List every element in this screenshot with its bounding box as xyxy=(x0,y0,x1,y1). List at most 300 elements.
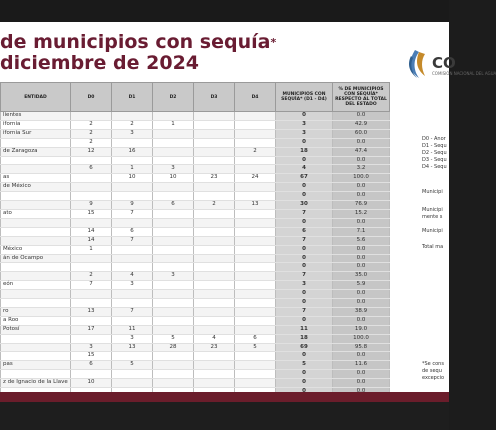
table-cell xyxy=(71,192,112,201)
table-cell xyxy=(235,129,276,138)
indicator-2-label-2: mente s xyxy=(422,214,443,220)
table-cell: 0.0 xyxy=(333,379,390,388)
table-cell xyxy=(71,334,112,343)
table-cell: 5 xyxy=(235,343,276,352)
table-cell: 0 xyxy=(276,112,333,121)
table-cell xyxy=(194,112,235,121)
table-cell xyxy=(194,147,235,156)
table-cell: 16 xyxy=(112,147,153,156)
table-row xyxy=(1,120,390,129)
table-cell: ro xyxy=(1,307,71,316)
table-row xyxy=(1,174,390,183)
table-row xyxy=(1,165,390,174)
table-row xyxy=(1,254,390,263)
table-row xyxy=(1,334,390,343)
column-header: D4 xyxy=(235,83,276,112)
table-cell: a Roo xyxy=(1,316,71,325)
table-cell xyxy=(194,361,235,370)
table-cell: as xyxy=(1,174,71,183)
table-cell: 7 xyxy=(276,236,333,245)
table-cell xyxy=(112,183,153,192)
table-cell xyxy=(194,120,235,129)
table-cell: 42.9 xyxy=(333,120,390,129)
table-cell xyxy=(235,370,276,379)
table-cell xyxy=(1,334,71,343)
table-cell: 3 xyxy=(71,343,112,352)
table-cell: 76.9 xyxy=(333,201,390,210)
table-cell: ifornia Sur xyxy=(1,129,71,138)
table-cell: 10 xyxy=(153,174,194,183)
slide-title xyxy=(0,32,276,74)
table-cell xyxy=(1,218,71,227)
table-cell: 17 xyxy=(71,325,112,334)
table-cell: 18 xyxy=(276,147,333,156)
table-cell: 0 xyxy=(276,138,333,147)
table-cell xyxy=(194,165,235,174)
table-cell: 1 xyxy=(112,165,153,174)
footnote-line-1: *Se cons xyxy=(422,361,444,367)
table-row xyxy=(1,343,390,352)
table-cell xyxy=(194,254,235,263)
table-cell xyxy=(194,192,235,201)
table-cell: 3 xyxy=(112,334,153,343)
table-cell: 2 xyxy=(235,147,276,156)
table-row xyxy=(1,352,390,361)
table-cell: 0 xyxy=(276,192,333,201)
table-cell: de Zaragoza xyxy=(1,147,71,156)
table-cell: 11.6 xyxy=(333,361,390,370)
table-cell xyxy=(194,272,235,281)
indicator-4 xyxy=(422,244,443,251)
table-cell xyxy=(194,281,235,290)
table-cell xyxy=(235,325,276,334)
table-cell xyxy=(71,316,112,325)
table-cell: pas xyxy=(1,361,71,370)
table-cell: 0.0 xyxy=(333,112,390,121)
table-cell: 5.6 xyxy=(333,236,390,245)
table-cell: 7 xyxy=(112,236,153,245)
table-cell: 0 xyxy=(276,352,333,361)
table-cell xyxy=(194,325,235,334)
table-cell xyxy=(153,218,194,227)
table-cell xyxy=(112,112,153,121)
table-cell xyxy=(153,263,194,272)
table-cell: 7 xyxy=(71,281,112,290)
table-cell: 2 xyxy=(71,138,112,147)
table-cell xyxy=(71,254,112,263)
table-cell: 28 xyxy=(153,343,194,352)
table-cell: 6 xyxy=(71,165,112,174)
table-cell: 0.0 xyxy=(333,263,390,272)
table-cell: ifornia xyxy=(1,120,71,129)
table-cell xyxy=(194,218,235,227)
table-cell xyxy=(235,254,276,263)
title-line1: de municipios con sequía xyxy=(0,31,271,53)
table-cell xyxy=(153,129,194,138)
top-bar xyxy=(0,0,449,22)
table-cell: 0.0 xyxy=(333,138,390,147)
table-cell: 0 xyxy=(276,245,333,254)
table-row xyxy=(1,209,390,218)
table-cell: 23 xyxy=(194,174,235,183)
table-cell xyxy=(112,299,153,308)
table-cell xyxy=(194,263,235,272)
table-cell: 6 xyxy=(112,227,153,236)
table-cell: 4 xyxy=(276,165,333,174)
table-cell xyxy=(153,192,194,201)
table-cell: 3 xyxy=(153,165,194,174)
column-header: ENTIDAD xyxy=(1,83,71,112)
table-cell: 0.0 xyxy=(333,245,390,254)
table-cell: de México xyxy=(1,183,71,192)
table-cell xyxy=(194,138,235,147)
table-cell xyxy=(1,201,71,210)
title-asterisk: * xyxy=(270,36,277,49)
column-header: % DE MUNICIPIOS CON SEQUÍA* RESPECTO AL TOTAL DEL ESTADO xyxy=(333,83,390,112)
table-cell xyxy=(1,299,71,308)
legend-item: D3 - Sequ xyxy=(422,157,447,163)
table-body xyxy=(1,112,390,415)
table-row xyxy=(1,263,390,272)
table-cell: 3 xyxy=(153,272,194,281)
table-cell xyxy=(1,343,71,352)
table-cell: 14 xyxy=(71,236,112,245)
table-row xyxy=(1,112,390,121)
table-cell xyxy=(112,352,153,361)
table-cell: 3 xyxy=(276,281,333,290)
table-cell: 6 xyxy=(153,201,194,210)
drought-table xyxy=(0,82,390,415)
table-cell xyxy=(235,272,276,281)
indicator-2-label: Municipi xyxy=(422,207,443,213)
table-cell xyxy=(194,316,235,325)
table-cell xyxy=(1,263,71,272)
table-cell xyxy=(235,120,276,129)
table-cell: 13 xyxy=(235,201,276,210)
table-cell xyxy=(71,263,112,272)
table-cell xyxy=(194,156,235,165)
table-cell xyxy=(235,209,276,218)
table-cell xyxy=(153,307,194,316)
maroon-band xyxy=(0,392,449,402)
table-cell xyxy=(1,236,71,245)
table-cell xyxy=(194,245,235,254)
table-cell: 0.0 xyxy=(333,192,390,201)
table-cell: 1 xyxy=(153,120,194,129)
table-cell: 9 xyxy=(112,201,153,210)
table-row xyxy=(1,227,390,236)
table-cell xyxy=(112,245,153,254)
table-cell: 2 xyxy=(71,120,112,129)
table-cell xyxy=(71,370,112,379)
table-row xyxy=(1,201,390,210)
table-cell xyxy=(235,227,276,236)
table-cell: 4 xyxy=(194,334,235,343)
table-cell xyxy=(1,138,71,147)
table-cell xyxy=(112,218,153,227)
table-cell: 0 xyxy=(276,254,333,263)
table-cell xyxy=(153,209,194,218)
table-cell xyxy=(153,183,194,192)
table-cell xyxy=(71,156,112,165)
table-cell xyxy=(235,379,276,388)
table-cell xyxy=(112,379,153,388)
table-cell: 0.0 xyxy=(333,316,390,325)
table-cell xyxy=(235,307,276,316)
table-cell: 0 xyxy=(276,218,333,227)
table-row xyxy=(1,361,390,370)
table-cell: 69 xyxy=(276,343,333,352)
table-cell xyxy=(153,147,194,156)
table-row xyxy=(1,316,390,325)
table-cell: 0.0 xyxy=(333,370,390,379)
column-header: D0 xyxy=(71,83,112,112)
table-cell xyxy=(235,192,276,201)
table-row xyxy=(1,272,390,281)
table-cell: 14 xyxy=(71,227,112,236)
table-cell: 7 xyxy=(276,307,333,316)
table-cell xyxy=(194,209,235,218)
table-cell: 19.0 xyxy=(333,325,390,334)
indicator-1 xyxy=(422,189,443,196)
table-cell xyxy=(235,138,276,147)
table-cell xyxy=(1,370,71,379)
table-cell: lientes xyxy=(1,112,71,121)
table-cell xyxy=(153,299,194,308)
table-cell xyxy=(153,370,194,379)
legend-item: D1 - Sequ xyxy=(422,143,447,149)
table-cell xyxy=(153,290,194,299)
table-cell: 38.9 xyxy=(333,307,390,316)
table-cell xyxy=(1,290,71,299)
table-cell xyxy=(153,112,194,121)
table-cell xyxy=(1,227,71,236)
table-cell: 0 xyxy=(276,299,333,308)
table-cell xyxy=(235,299,276,308)
table-cell xyxy=(235,218,276,227)
table-row xyxy=(1,281,390,290)
table-cell xyxy=(71,174,112,183)
table-cell xyxy=(194,299,235,308)
table-row xyxy=(1,218,390,227)
table-cell: 13 xyxy=(112,343,153,352)
table-cell: 0 xyxy=(276,370,333,379)
table-cell xyxy=(235,245,276,254)
table-cell: 7 xyxy=(276,209,333,218)
table-cell xyxy=(153,236,194,245)
table-cell: 15.2 xyxy=(333,209,390,218)
table-cell: 10 xyxy=(71,379,112,388)
table-cell: 60.0 xyxy=(333,129,390,138)
table-cell: 0 xyxy=(276,379,333,388)
table-cell xyxy=(112,254,153,263)
table-row xyxy=(1,379,390,388)
table-cell xyxy=(71,290,112,299)
table-cell xyxy=(235,156,276,165)
table-cell: 0.0 xyxy=(333,352,390,361)
slide xyxy=(0,22,496,392)
table-cell: 2 xyxy=(194,201,235,210)
table-cell xyxy=(194,379,235,388)
table-cell: 15 xyxy=(71,352,112,361)
table-cell: 23 xyxy=(194,343,235,352)
table-cell xyxy=(1,165,71,174)
table-cell: México xyxy=(1,245,71,254)
table-cell: 2 xyxy=(71,272,112,281)
column-header: MUNICIPIOS CON SEQUÍA* (D1 - D4) xyxy=(276,83,333,112)
table-cell xyxy=(112,192,153,201)
table-cell: 5 xyxy=(153,334,194,343)
footnote-line-2: de sequ xyxy=(422,368,442,374)
table-row xyxy=(1,147,390,156)
table-cell xyxy=(235,236,276,245)
table-cell xyxy=(194,307,235,316)
table-cell: 5.9 xyxy=(333,281,390,290)
table-cell: 2 xyxy=(112,120,153,129)
table-cell xyxy=(153,379,194,388)
table-cell xyxy=(194,352,235,361)
table-cell xyxy=(153,281,194,290)
table-cell: 6 xyxy=(276,227,333,236)
table-row xyxy=(1,138,390,147)
table-cell: 0.0 xyxy=(333,290,390,299)
table-cell xyxy=(235,281,276,290)
table-cell xyxy=(71,112,112,121)
table-cell: 4 xyxy=(112,272,153,281)
table-cell: 6 xyxy=(71,361,112,370)
table-cell xyxy=(71,299,112,308)
table-cell: 0 xyxy=(276,316,333,325)
table-cell: 3 xyxy=(276,129,333,138)
indicator-2 xyxy=(422,207,443,221)
table-cell: 6 xyxy=(235,334,276,343)
table-cell xyxy=(112,316,153,325)
table-cell: 24 xyxy=(235,174,276,183)
table-cell: 100.0 xyxy=(333,174,390,183)
table-cell: 3 xyxy=(276,120,333,129)
table-row xyxy=(1,307,390,316)
table-cell xyxy=(112,156,153,165)
table-cell xyxy=(153,156,194,165)
table-cell: 7 xyxy=(112,209,153,218)
table-cell: án de Ocampo xyxy=(1,254,71,263)
table-cell: 47.4 xyxy=(333,147,390,156)
column-header: D3 xyxy=(194,83,235,112)
table-cell: ato xyxy=(1,209,71,218)
indicator-3-label: Municipi xyxy=(422,228,443,234)
table-cell xyxy=(1,192,71,201)
table-cell: 0 xyxy=(276,263,333,272)
table-cell xyxy=(1,352,71,361)
table-cell: 7.1 xyxy=(333,227,390,236)
table-cell: 15 xyxy=(71,209,112,218)
footnote xyxy=(422,361,444,382)
table-cell: 5 xyxy=(112,361,153,370)
table-row xyxy=(1,236,390,245)
table-cell xyxy=(194,370,235,379)
table-cell xyxy=(112,263,153,272)
table-cell: 1 xyxy=(71,245,112,254)
table-cell xyxy=(112,370,153,379)
table-cell xyxy=(153,316,194,325)
indicator-1-label: Municipi xyxy=(422,189,443,195)
table-cell: 35.0 xyxy=(333,272,390,281)
table-row xyxy=(1,156,390,165)
table-cell xyxy=(194,183,235,192)
legend-item: D4 - Sequ xyxy=(422,164,447,170)
table-cell xyxy=(194,290,235,299)
table-cell: 11 xyxy=(276,325,333,334)
legend-item: D0 - Anor xyxy=(422,136,446,142)
table-cell xyxy=(153,254,194,263)
table-cell: 95.8 xyxy=(333,343,390,352)
table-row xyxy=(1,290,390,299)
table-cell xyxy=(153,227,194,236)
table-cell xyxy=(194,129,235,138)
table-cell: 0.0 xyxy=(333,156,390,165)
table-cell: 0 xyxy=(276,290,333,299)
table-cell xyxy=(235,183,276,192)
table-cell xyxy=(153,245,194,254)
table-cell: 30 xyxy=(276,201,333,210)
table-cell: eón xyxy=(1,281,71,290)
table-cell: 11 xyxy=(112,325,153,334)
table-row xyxy=(1,183,390,192)
table-row xyxy=(1,192,390,201)
table-row xyxy=(1,370,390,379)
table-cell xyxy=(153,325,194,334)
table-cell xyxy=(71,218,112,227)
table-cell xyxy=(194,227,235,236)
table-cell xyxy=(1,156,71,165)
footnote-line-3: excepcio xyxy=(422,375,445,381)
table-cell xyxy=(235,316,276,325)
table-cell xyxy=(235,165,276,174)
table-header-row xyxy=(1,83,390,112)
table-cell: 0 xyxy=(276,156,333,165)
table-cell: 0.0 xyxy=(333,183,390,192)
table-row xyxy=(1,299,390,308)
table-cell xyxy=(112,138,153,147)
table-cell: 2 xyxy=(71,129,112,138)
table-cell: 3.2 xyxy=(333,165,390,174)
table-cell: 0 xyxy=(276,183,333,192)
table-cell xyxy=(1,272,71,281)
table-cell: 100.0 xyxy=(333,334,390,343)
table-cell: 3 xyxy=(112,281,153,290)
table-cell xyxy=(194,236,235,245)
table-cell: 7 xyxy=(276,272,333,281)
table-cell xyxy=(235,112,276,121)
column-header: D2 xyxy=(153,83,194,112)
table-cell: 9 xyxy=(71,201,112,210)
table-cell: 0.0 xyxy=(333,299,390,308)
table-cell: 12 xyxy=(71,147,112,156)
table-cell: 0.0 xyxy=(333,254,390,263)
table-cell xyxy=(153,138,194,147)
logo-text: CO xyxy=(432,54,456,72)
indicator-4-label: Total ma xyxy=(422,244,444,250)
table-cell xyxy=(112,290,153,299)
column-header: D1 xyxy=(112,83,153,112)
legend-item: D2 - Sequ xyxy=(422,150,447,156)
logo-subtext: COMISIÓN NACIONAL DEL AGUA xyxy=(432,71,496,76)
title-line2: diciembre de 2024 xyxy=(0,52,200,74)
indicator-3 xyxy=(422,228,443,235)
table-cell: 7 xyxy=(112,307,153,316)
table-cell: 18 xyxy=(276,334,333,343)
table-row xyxy=(1,325,390,334)
